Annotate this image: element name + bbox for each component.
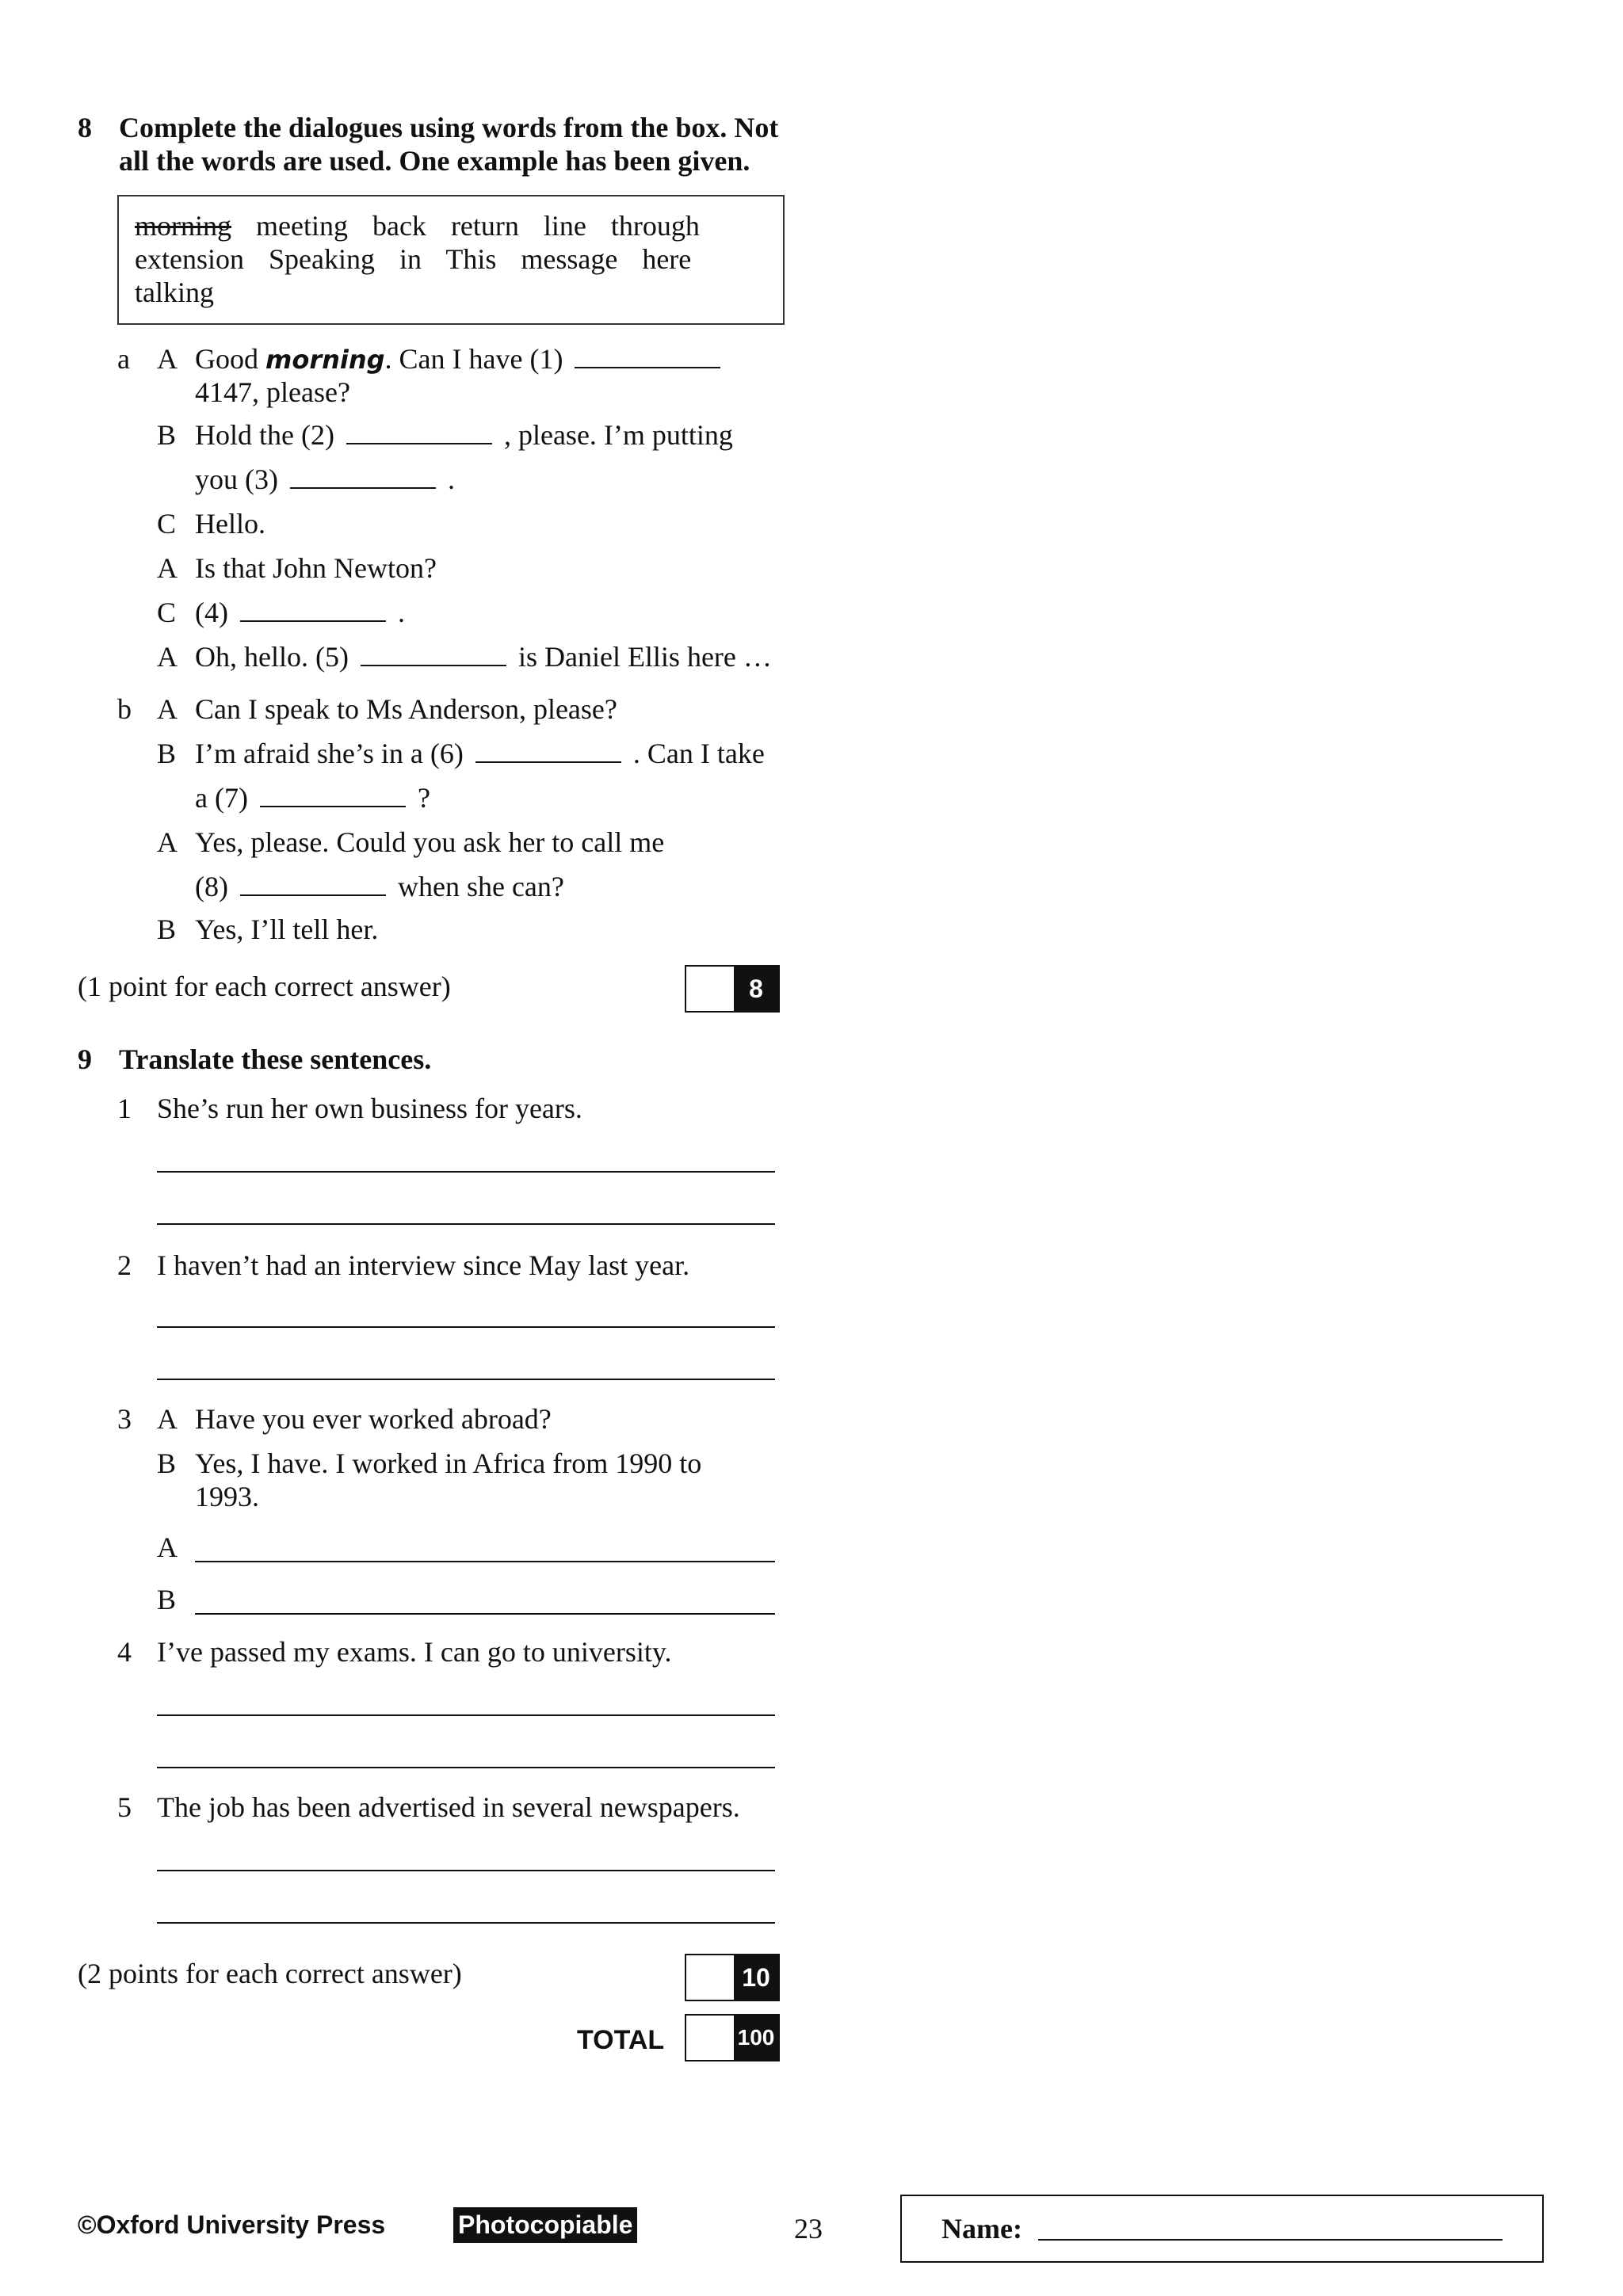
speaker-label: A — [157, 343, 178, 375]
answer-line[interactable] — [157, 1714, 775, 1716]
dialogue-line: (4) . — [195, 597, 405, 628]
q9-score-value: 10 — [734, 1955, 778, 2000]
total-score-value: 100 — [734, 2016, 778, 2060]
answer-line[interactable] — [157, 1326, 775, 1328]
name-label: Name: — [941, 2213, 1022, 2245]
answer-blank-5[interactable] — [361, 643, 506, 666]
word-item: here — [642, 243, 692, 275]
answer-blank-8[interactable] — [240, 872, 386, 896]
dialogue-line: a (7) ? — [195, 782, 430, 814]
answer-line[interactable] — [157, 1870, 775, 1871]
word-item: back — [372, 210, 426, 242]
answer-speaker-label: B — [157, 1584, 177, 1615]
dialogue-line: Oh, hello. (5) is Daniel Ellis here … — [195, 641, 772, 673]
speaker-label: B — [157, 1447, 177, 1479]
dialogue-line: Yes, please. Could you ask her to call me — [195, 826, 665, 858]
sentence-number: 4 — [117, 1636, 132, 1668]
speaker-label: B — [157, 913, 177, 945]
word-item: This — [445, 243, 497, 275]
total-label: TOTAL — [577, 2025, 665, 2055]
speaker-label: B — [157, 419, 177, 451]
photocopiable-badge: Photocopiable — [453, 2207, 637, 2243]
answer-blank-3[interactable] — [290, 465, 436, 489]
sentence-text: Have you ever worked abroad? — [195, 1403, 552, 1435]
total-score-box — [685, 2014, 780, 2061]
dialogue-line: Can I speak to Ms Anderson, please? — [195, 693, 617, 725]
word-box — [117, 195, 785, 325]
q8-instruction-line2: all the words are used. One example has been given. — [119, 145, 750, 177]
answer-line[interactable] — [157, 1767, 775, 1768]
dialogue-line: Hello. — [195, 508, 265, 540]
speaker-label: A — [157, 552, 178, 584]
dialogue-line: Yes, I’ll tell her. — [195, 913, 379, 945]
sentence-text: Yes, I have. I worked in Africa from 1990 to — [195, 1447, 702, 1479]
speaker-label: A — [157, 826, 178, 858]
page-number: 23 — [794, 2213, 823, 2245]
answer-line[interactable] — [157, 1223, 775, 1225]
answer-blank-2[interactable] — [346, 421, 492, 444]
name-box — [900, 2195, 1544, 2263]
word-item: extension — [135, 243, 244, 275]
dialogue-a-label: a — [117, 343, 130, 375]
q9-instruction: Translate these sentences. — [119, 1043, 432, 1075]
q9-score-box — [685, 1954, 780, 2001]
word-item: message — [521, 243, 618, 275]
answer-speaker-label: A — [157, 1531, 178, 1563]
speaker-label: B — [157, 738, 177, 769]
speaker-label: C — [157, 508, 177, 540]
speaker-label: A — [157, 1403, 178, 1435]
answer-line[interactable] — [195, 1613, 775, 1615]
dialogue-line: I’m afraid she’s in a (6) . Can I take — [195, 738, 765, 769]
answer-blank-4[interactable] — [240, 598, 386, 622]
q9-points-note: (2 points for each correct answer) — [78, 1958, 462, 1989]
sentence-text: I’ve passed my exams. I can go to university. — [157, 1636, 672, 1668]
dialogue-line: you (3) . — [195, 463, 455, 495]
sentence-text: 1993. — [195, 1481, 259, 1512]
dialogue-line: Hold the (2) , please. I’m putting — [195, 419, 733, 451]
dialogue-line: (8) when she can? — [195, 871, 564, 902]
q9-number: 9 — [78, 1043, 92, 1075]
name-input-line[interactable] — [1038, 2239, 1503, 2241]
q8-score-box — [685, 965, 780, 1013]
sentence-text: I haven’t had an interview since May last year. — [157, 1249, 690, 1281]
word-item: return — [450, 210, 519, 242]
word-item: meeting — [256, 210, 348, 242]
copyright-notice: ©Oxford University Press — [78, 2210, 386, 2239]
dialogue-line: 4147, please? — [195, 376, 350, 408]
sentence-text: The job has been advertised in several newspapers. — [157, 1791, 740, 1823]
word-item: Speaking — [268, 243, 375, 275]
q8-instruction-line1: Complete the dialogues using words from the box. Not — [119, 112, 779, 143]
sentence-number: 5 — [117, 1791, 132, 1823]
dialogue-b-label: b — [117, 693, 132, 725]
answer-blank-6[interactable] — [475, 739, 621, 763]
answer-line[interactable] — [157, 1171, 775, 1173]
word-item: through — [610, 210, 700, 242]
q8-points-note: (1 point for each correct answer) — [78, 971, 451, 1002]
word-item: talking — [135, 277, 214, 308]
dialogue-line: Good morning. Can I have (1) — [195, 342, 725, 376]
speaker-label: A — [157, 693, 178, 725]
answer-line[interactable] — [157, 1379, 775, 1380]
answer-blank-1[interactable] — [575, 345, 720, 368]
dialogue-line: Is that John Newton? — [195, 552, 437, 584]
word-item: line — [543, 210, 586, 242]
answer-line[interactable] — [157, 1922, 775, 1924]
word-example: morning — [135, 210, 231, 242]
sentence-number: 2 — [117, 1249, 132, 1281]
sentence-number: 3 — [117, 1403, 132, 1435]
q8-number: 8 — [78, 112, 92, 143]
speaker-label: C — [157, 597, 177, 628]
word-item: in — [399, 243, 422, 275]
answer-line[interactable] — [195, 1561, 775, 1562]
sentence-number: 1 — [117, 1093, 132, 1124]
answer-blank-7[interactable] — [260, 784, 406, 807]
q8-score-value: 8 — [734, 967, 778, 1011]
speaker-label: A — [157, 641, 178, 673]
sentence-text: She’s run her own business for years. — [157, 1093, 582, 1124]
example-answer: morning — [265, 345, 385, 375]
